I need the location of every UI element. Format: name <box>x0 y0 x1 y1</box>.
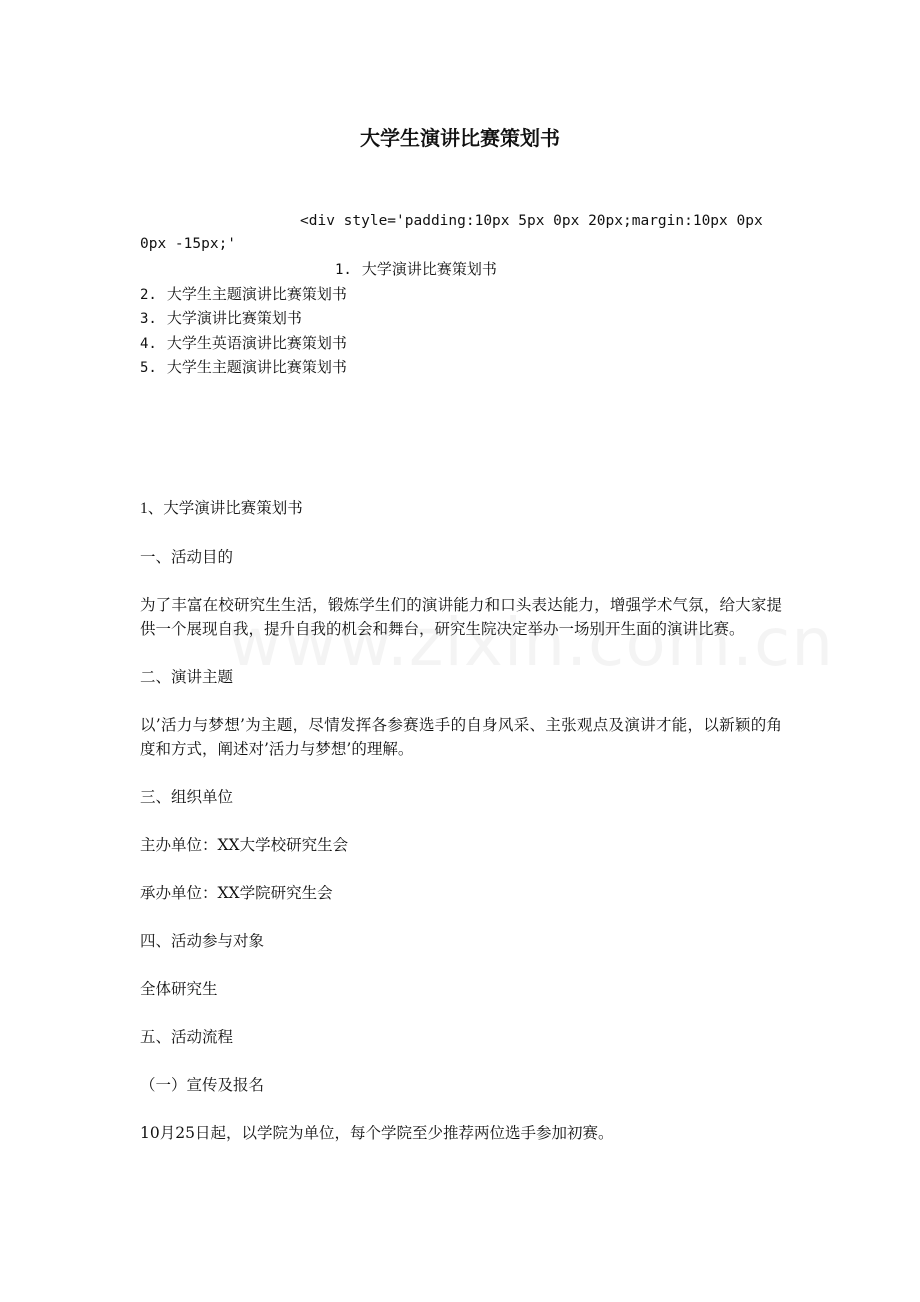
paragraph: 10月25日起，以学院为单位，每个学院至少推荐两位选手参加初赛。 <box>140 1124 614 1142</box>
paragraph: 为了丰富在校研究生生活，锻炼学生们的演讲能力和口头表达能力，增强学术气氛，给大家提供一个展现自我，提升自我的机会和舞台，研究生院决定举办一场别开生面的演讲比赛。 <box>140 596 782 638</box>
paragraph: 全体研究生 <box>140 980 218 998</box>
section-heading: 1、大学演讲比赛策划书 <box>140 500 303 517</box>
section-heading: 三、组织单位 <box>140 788 234 806</box>
subsection-heading: （一）宣传及报名 <box>140 1076 265 1094</box>
toc-item[interactable]: 2. 大学生主题演讲比赛策划书 <box>140 284 347 303</box>
toc-item[interactable]: 5. 大学生主题演讲比赛策划书 <box>140 358 347 376</box>
table-of-contents <box>140 258 780 381</box>
toc-item[interactable]: 1. 大学演讲比赛策划书 <box>335 260 497 278</box>
paragraph: 以’活力与梦想’为主题，尽情发挥各参赛选手的自身风采、主张观点及演讲才能，以新颖的角度和方式，阐述对’活力与梦想’的理解。 <box>140 716 782 758</box>
section-heading: 一、活动目的 <box>140 548 234 566</box>
toc-item[interactable]: 3. 大学演讲比赛策划书 <box>140 309 302 327</box>
paragraph: 主办单位：XX大学校研究生会 <box>140 836 349 854</box>
toc-item[interactable]: 4. 大学生英语演讲比赛策划书 <box>140 333 347 352</box>
paragraph: 承办单位：XX学院研究生会 <box>140 884 333 902</box>
section-heading: 四、活动参与对象 <box>140 932 265 950</box>
section-heading: 五、活动流程 <box>140 1028 234 1046</box>
section-heading: 二、演讲主题 <box>140 668 234 686</box>
raw-html-snippet: <div style='padding:10px 5px 0px 20px;margin:10px 0px 0px -15px;' <box>140 213 763 252</box>
document-title: 大学生演讲比赛策划书 <box>360 126 560 150</box>
document-body <box>140 497 782 1169</box>
